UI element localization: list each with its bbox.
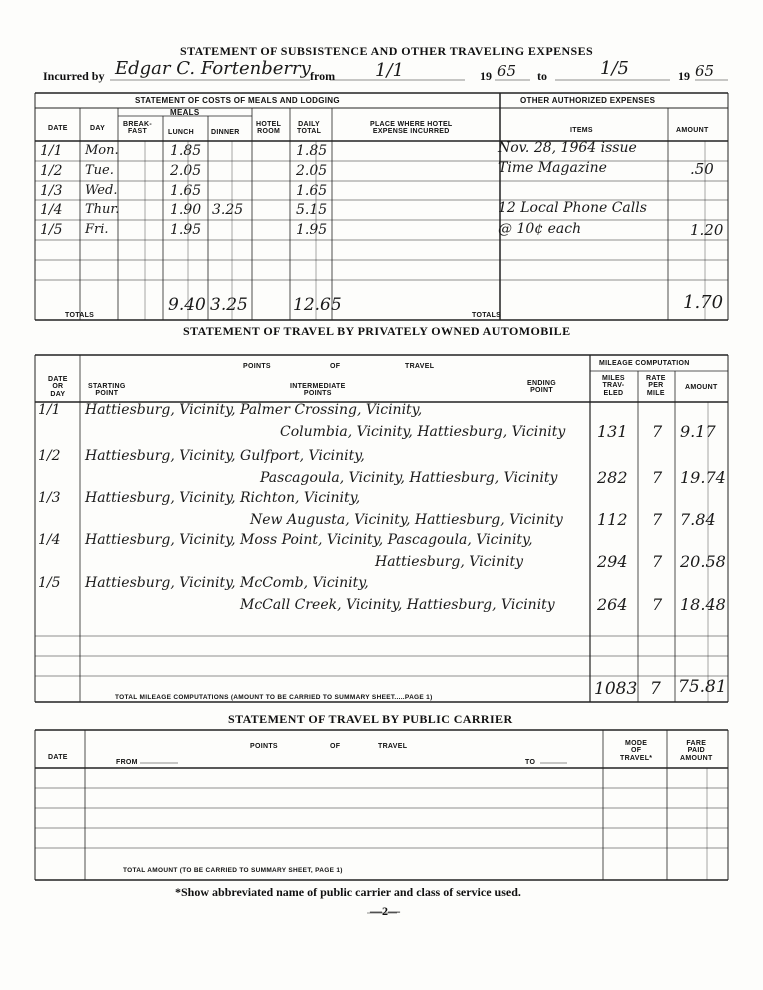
auto-col-starting: STARTING POINT [88, 383, 126, 398]
other-total-amount: 1.70 [683, 292, 724, 313]
trip-route-line2: New Augusta, Vicinity, Hattiesburg, Vicinity [250, 512, 563, 528]
meal-daily-total: 5.15 [296, 202, 328, 218]
trip-route-line1: Hattiesburg, Vicinity, McComb, Vicinity, [85, 575, 369, 591]
auto-col-rate: RATE PER MILE [646, 375, 666, 397]
auto-of-label: OF [330, 363, 341, 370]
carrier-points-label: POINTS [250, 743, 278, 750]
col-day: DAY [90, 125, 106, 132]
trip-date: 1/3 [38, 490, 61, 506]
meal-date: 1/5 [40, 222, 63, 238]
carrier-travel-label: TRAVEL [378, 743, 408, 750]
incurred-by-value: Edgar C. Fortenberry [115, 58, 311, 79]
other-expense-amount: .50 [690, 160, 714, 178]
trip-amount: 19.74 [680, 468, 726, 487]
trip-route-line1: Hattiesburg, Vicinity, Gulfport, Vicinity, [85, 448, 365, 464]
year-value-2: 65 [695, 62, 715, 80]
trip-amount: 18.48 [680, 595, 726, 614]
trip-amount: 7.84 [680, 510, 716, 529]
meal-dinner: 3.25 [212, 202, 244, 218]
meal-lunch: 1.65 [170, 183, 202, 199]
carrier-col-mode: MODE OF TRAVEL* [620, 740, 653, 762]
auto-col-intermediate: INTERMEDIATE POINTS [290, 383, 346, 398]
total-daily: 12.65 [293, 295, 342, 315]
col-hotel: HOTEL ROOM [256, 121, 282, 136]
year-prefix-1: 19 [480, 69, 492, 83]
other-totals-label: TOTALS [472, 312, 502, 319]
other-expense-item: Time Magazine [498, 160, 607, 176]
trip-rate: 7 [652, 422, 663, 441]
trip-miles: 112 [597, 510, 628, 529]
incurred-by-label: Incurred by [43, 69, 105, 83]
trip-miles: 294 [597, 552, 628, 571]
from-value: 1/1 [375, 60, 404, 81]
to-value: 1/5 [600, 58, 629, 79]
meal-daily-total: 1.95 [296, 222, 328, 238]
trip-date: 1/5 [38, 575, 61, 591]
trip-date: 1/1 [38, 402, 61, 418]
to-label: to [537, 69, 547, 83]
form-title: STATEMENT OF SUBSISTENCE AND OTHER TRAVELING EXPENSES [180, 44, 594, 58]
meal-lunch: 1.85 [170, 143, 202, 159]
trip-route-line1: Hattiesburg, Vicinity, Moss Point, Vicinity, Pascagoula, Vicinity, [85, 532, 533, 548]
year-prefix-2: 19 [678, 69, 690, 83]
meal-daily-total: 2.05 [296, 163, 328, 179]
trip-miles: 131 [597, 422, 628, 441]
trip-rate: 7 [652, 595, 663, 614]
meal-daily-total: 1.85 [296, 143, 328, 159]
carrier-col-fare: FARE PAID AMOUNT [680, 740, 713, 762]
meal-date: 1/2 [40, 163, 63, 179]
other-expense-item: 12 Local Phone Calls [498, 200, 647, 216]
auto-col-miles: MILES TRAV- ELED [602, 375, 625, 397]
meal-lunch: 2.05 [170, 163, 202, 179]
auto-col-date: DATE OR DAY [48, 376, 68, 398]
meal-day: Fri. [85, 222, 109, 237]
auto-col-amount: AMOUNT [685, 384, 718, 391]
other-expense-amount: 1.20 [690, 221, 724, 239]
total-mileage-amount: 75.81 [678, 677, 727, 697]
meal-date: 1/3 [40, 183, 63, 199]
trip-rate: 7 [652, 468, 663, 487]
auto-travel-title: STATEMENT OF TRAVEL BY PRIVATELY OWNED AUTOMOBILE [183, 324, 571, 338]
meal-date: 1/4 [40, 202, 63, 218]
col-items: ITEMS [570, 127, 593, 134]
trip-rate: 7 [652, 552, 663, 571]
col-breakfast: BREAK- FAST [123, 121, 153, 136]
meal-lunch: 1.90 [170, 202, 202, 218]
trip-miles: 282 [597, 468, 628, 487]
trip-route-line2: Columbia, Vicinity, Hattiesburg, Vicinity [280, 424, 566, 440]
meal-day: Tue. [85, 163, 114, 178]
from-label: from [310, 69, 336, 83]
trip-amount: 9.17 [680, 422, 716, 441]
trip-amount: 20.58 [680, 552, 726, 571]
trip-miles: 264 [597, 595, 628, 614]
meals-lodging-title: STATEMENT OF COSTS OF MEALS AND LODGING [135, 96, 340, 105]
total-dinner: 3.25 [210, 295, 248, 315]
public-carrier-title: STATEMENT OF TRAVEL BY PUBLIC CARRIER [228, 712, 513, 726]
meal-daily-total: 1.65 [296, 183, 328, 199]
auto-points-label: POINTS [243, 363, 271, 370]
total-rate: 7 [650, 679, 661, 699]
auto-col-ending: ENDING POINT [527, 380, 557, 395]
other-expense-item: @ 10¢ each [498, 221, 582, 237]
meal-day: Mon. [85, 143, 119, 158]
meal-day: Thur. [85, 202, 120, 217]
carrier-total-label: TOTAL AMOUNT (TO BE CARRIED TO SUMMARY SHEET, PAGE 1) [123, 867, 343, 874]
carrier-from-label: FROM [116, 759, 138, 766]
total-miles: 1083 [594, 679, 638, 699]
carrier-col-date: DATE [48, 754, 68, 761]
year-value-1: 65 [497, 62, 517, 80]
trip-route-line2: Pascagoula, Vicinity, Hattiesburg, Vicinity [260, 470, 558, 486]
carrier-to-label: TO [525, 759, 536, 766]
trip-rate: 7 [652, 510, 663, 529]
col-date: DATE [48, 125, 68, 132]
meal-day: Wed. [85, 183, 118, 198]
total-lunch: 9.40 [168, 295, 206, 315]
other-expenses-title: OTHER AUTHORIZED EXPENSES [520, 96, 656, 105]
col-amount: AMOUNT [676, 127, 709, 134]
meal-date: 1/1 [40, 143, 63, 159]
mileage-label: MILEAGE COMPUTATION [599, 360, 690, 367]
page-number: —2— [370, 904, 400, 918]
footer-note: *Show abbreviated name of public carrier and class of service used. [175, 885, 521, 899]
col-daily-total: DAILY TOTAL [297, 121, 322, 136]
meals-totals-label: TOTALS [65, 312, 95, 319]
meals-label: MEALS [170, 108, 200, 117]
trip-route-line1: Hattiesburg, Vicinity, Richton, Vicinity, [85, 490, 361, 506]
col-lunch: LUNCH [168, 129, 194, 136]
trip-route-line2: Hattiesburg, Vicinity [375, 554, 523, 570]
carrier-of-label: OF [330, 743, 341, 750]
trip-route-line1: Hattiesburg, Vicinity, Palmer Crossing, Vicinity, [85, 402, 423, 418]
mileage-total-label: TOTAL MILEAGE COMPUTATIONS (AMOUNT TO BE CARRIED TO SUMMARY SHEET.....PAGE 1) [115, 694, 433, 701]
trip-date: 1/4 [38, 532, 61, 548]
meal-lunch: 1.95 [170, 222, 202, 238]
other-expense-item: Nov. 28, 1964 issue [498, 140, 637, 156]
trip-date: 1/2 [38, 448, 61, 464]
trip-route-line2: McCall Creek, Vicinity, Hattiesburg, Vicinity [240, 597, 555, 613]
col-place: PLACE WHERE HOTEL EXPENSE INCURRED [370, 121, 453, 136]
auto-travel-label: TRAVEL [405, 363, 435, 370]
col-dinner: DINNER [211, 129, 240, 136]
